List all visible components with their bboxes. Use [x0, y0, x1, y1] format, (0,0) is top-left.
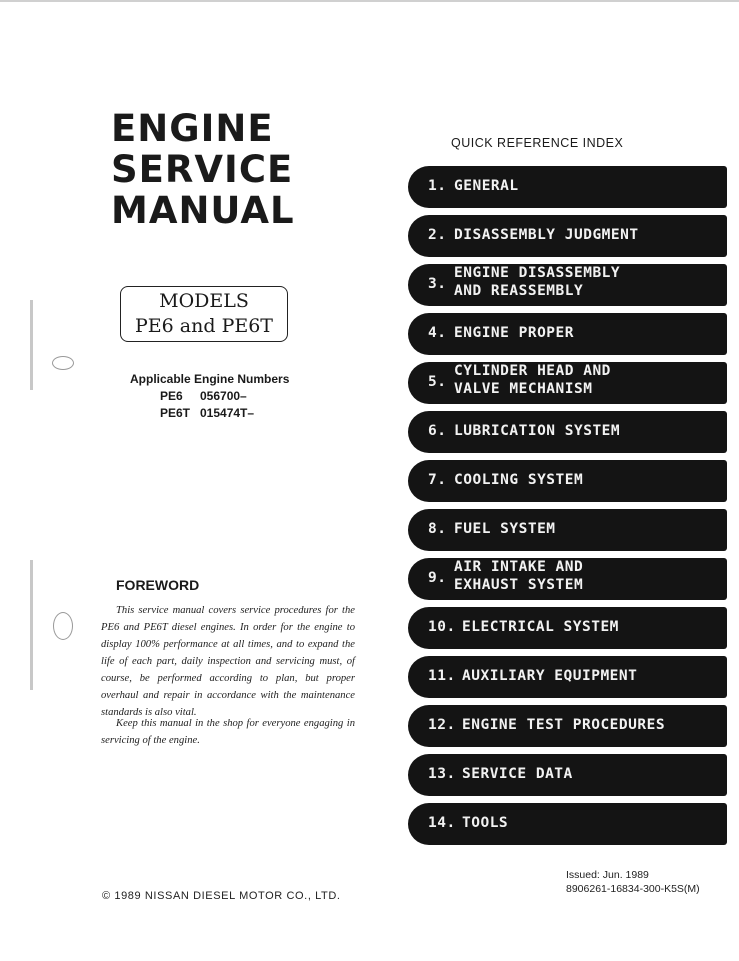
binder-hole-top — [52, 356, 74, 370]
index-tab-fuel-system[interactable] — [408, 509, 727, 551]
index-tab-lubrication-system[interactable] — [408, 411, 727, 453]
tab-label: ENGINE TEST PROCEDURES — [462, 717, 666, 733]
tab-number: 5. — [428, 374, 447, 390]
copyright-notice: © 1989 NISSAN DIESEL MOTOR CO., LTD. — [102, 890, 341, 902]
publication-number: 8906261-16834-300-K5S(M) — [566, 883, 700, 895]
engine-number-row — [160, 389, 247, 403]
engine-number: 056700– — [200, 389, 247, 403]
engine-number: 015474T– — [200, 406, 255, 420]
tab-label-line-1: ENGINE DISASSEMBLY — [454, 265, 621, 281]
tab-label-line-2: VALVE MECHANISM — [454, 381, 593, 397]
quick-reference-index-heading: QUICK REFERENCE INDEX — [451, 136, 624, 150]
tab-number: 10. — [428, 619, 456, 635]
tab-label: ENGINE PROPER — [454, 325, 574, 341]
index-tab-service-data[interactable] — [408, 754, 727, 796]
tab-label-line-1: AIR INTAKE AND — [454, 559, 584, 575]
tab-label-line-2: EXHAUST SYSTEM — [454, 577, 584, 593]
engine-number-row — [160, 406, 254, 420]
models-line-2: PE6 and PE6T — [135, 315, 273, 337]
tab-number: 6. — [428, 423, 447, 439]
title-line-3: MANUAL — [111, 189, 295, 232]
index-tab-general[interactable] — [408, 166, 727, 208]
tab-label-line-2: AND REASSEMBLY — [454, 283, 584, 299]
index-tab-electrical-system[interactable] — [408, 607, 727, 649]
index-tab-auxiliary-equipment[interactable] — [408, 656, 727, 698]
index-tab-air-intake-exhaust[interactable] — [408, 558, 727, 600]
models-line-1: MODELS — [159, 290, 249, 312]
tab-label: TOOLS — [462, 815, 509, 831]
index-tab-tools[interactable] — [408, 803, 727, 845]
page-top-edge — [0, 0, 739, 2]
index-tab-engine-disassembly[interactable] — [408, 264, 727, 306]
tab-label: DISASSEMBLY JUDGMENT — [454, 227, 639, 243]
tab-number: 12. — [428, 717, 456, 733]
tab-label-line-1: CYLINDER HEAD AND — [454, 363, 611, 379]
foreword-paragraph-2: Keep this manual in the shop for everyone engaging in servicing of the engine. — [101, 718, 355, 746]
applicable-heading: Applicable Engine Numbers — [130, 372, 290, 386]
engine-model: PE6T — [160, 406, 191, 420]
index-tab-disassembly-judgment[interactable] — [408, 215, 727, 257]
index-tab-engine-test-procedures[interactable] — [408, 705, 727, 747]
models-box — [120, 286, 288, 342]
tab-label: AUXILIARY EQUIPMENT — [462, 668, 638, 684]
tab-number: 11. — [428, 668, 456, 684]
index-tab-engine-proper[interactable] — [408, 313, 727, 355]
tab-label: LUBRICATION SYSTEM — [454, 423, 621, 439]
tab-number: 4. — [428, 325, 447, 341]
tab-label: ELECTRICAL SYSTEM — [462, 619, 619, 635]
issued-info — [566, 868, 700, 896]
index-tab-cylinder-head[interactable] — [408, 362, 727, 404]
foreword-paragraph-1: This service manual covers service procedures for the PE6 and PE6T diesel engines. In order for the engine to display 100% performance at all times, and to expand the life of each part, daily inspection and servicing must, of course, be performed according to plan, but proper overhaul and repair in accordance with the maintenance standards is also vital. — [101, 605, 355, 718]
foreword-heading: FOREWORD — [116, 577, 200, 593]
tab-number: 8. — [428, 521, 447, 537]
tab-label: GENERAL — [454, 178, 519, 194]
tab-number: 13. — [428, 766, 456, 782]
engine-model: PE6 — [160, 389, 183, 403]
manual-title — [111, 108, 295, 231]
title-line-2: SERVICE — [111, 148, 294, 191]
binder-margin-mark — [30, 300, 33, 390]
tab-number: 14. — [428, 815, 456, 831]
tab-number: 7. — [428, 472, 447, 488]
tab-number: 3. — [428, 276, 447, 292]
issued-date: Issued: Jun. 1989 — [566, 869, 649, 881]
binder-margin-mark — [30, 560, 33, 690]
tab-label: SERVICE DATA — [462, 766, 573, 782]
tab-number: 1. — [428, 178, 447, 194]
tab-label: COOLING SYSTEM — [454, 472, 584, 488]
title-line-1: ENGINE — [111, 107, 274, 150]
tab-number: 9. — [428, 570, 447, 586]
binder-hole-bottom — [53, 612, 73, 640]
tab-label: FUEL SYSTEM — [454, 521, 556, 537]
tab-number: 2. — [428, 227, 447, 243]
index-tab-cooling-system[interactable] — [408, 460, 727, 502]
